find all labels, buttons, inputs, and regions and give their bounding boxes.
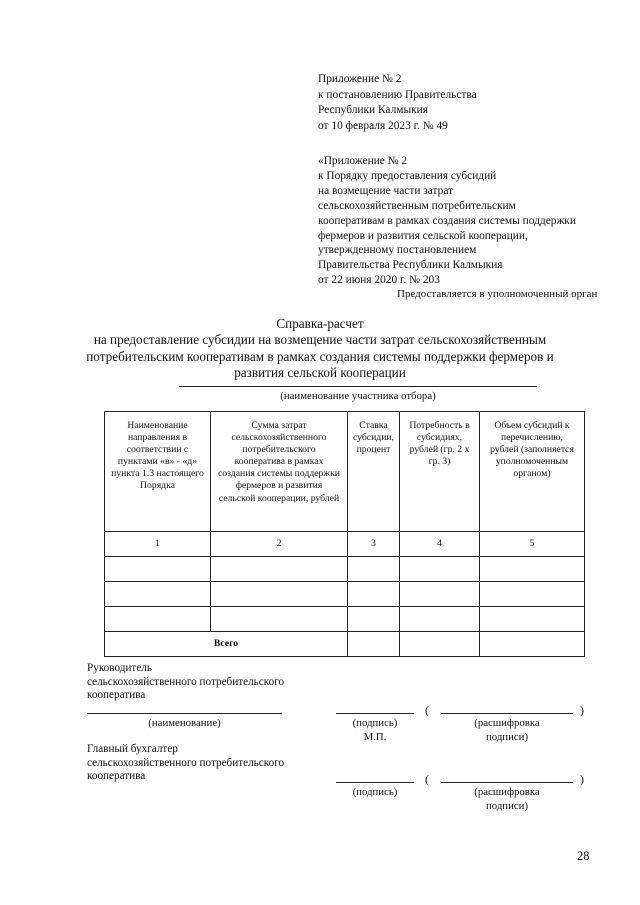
head-block: [87, 662, 284, 703]
table-cell[interactable]: [400, 607, 480, 632]
annex-line: Республики Калмыкия: [318, 104, 429, 117]
table-cell[interactable]: [480, 632, 585, 657]
annex-line: к постановлению Правительства: [318, 88, 477, 101]
table-cell[interactable]: [400, 632, 480, 657]
annex-quote-line: утвержденному постановлением: [318, 244, 477, 257]
column-number: 1: [105, 532, 211, 557]
stamp-caption: М.П.: [363, 731, 387, 743]
annex-line: Приложение № 2: [318, 73, 402, 85]
title-line: на предоставление субсидии на возмещение части затрат сельскохозяйственным: [93, 332, 547, 348]
annex-quote-line: сельскохозяйственным потребительским: [318, 199, 516, 212]
accountant-line: Главный бухгалтер: [87, 743, 178, 755]
table-cell[interactable]: [348, 607, 400, 632]
decode-caption: (расшифровка: [474, 717, 540, 729]
annex-quote-line: кооперативам в рамках создания системы поддержки: [318, 214, 576, 227]
table-cell[interactable]: [105, 607, 211, 632]
table-header-row: [105, 412, 585, 532]
table-cell[interactable]: [480, 582, 585, 607]
header-text: Объем субсидий к перечислению, рублей (заполняется уполномоченным органом): [490, 420, 574, 480]
open-paren: (: [425, 772, 429, 786]
table-number-row: [105, 532, 585, 557]
head-line: кооператива: [87, 689, 146, 701]
header-text: Потребность в субсидиях, рублей (гр. 2 х гр. 3): [409, 420, 470, 468]
table-header-cell: [480, 412, 585, 532]
signature-caption: (подпись): [352, 786, 398, 798]
table-cell[interactable]: [348, 557, 400, 582]
table-cell[interactable]: [105, 557, 211, 582]
annex-line: от 10 февраля 2023 г. № 49: [318, 119, 448, 132]
participant-caption: (наименование участника отбора): [280, 390, 436, 402]
signature-caption: (подпись): [352, 717, 398, 729]
table-row: [105, 582, 585, 607]
accountant-decode-field[interactable]: [441, 782, 573, 783]
accountant-signature-field[interactable]: [336, 782, 414, 783]
annex-quote-line: фермеров и развития сельской кооперации,: [318, 229, 528, 242]
column-number: 3: [348, 532, 400, 557]
head-signature-field[interactable]: [336, 713, 414, 714]
table-header-cell: [211, 412, 348, 532]
header-text: Сумма затрат сельскохозяйственного потребительского кооператива в рамках создания системы поддержки фермеров и развития сельской кооперации, рублей: [218, 420, 340, 504]
head-name-field[interactable]: [87, 713, 282, 714]
header-text: Наименование направления в соответствии с пунктами «в» - «д» пункта 1.3 настоящего Порядка: [111, 420, 204, 492]
table-header-cell: [105, 412, 211, 532]
calculation-table: [104, 411, 585, 657]
table-cell[interactable]: [348, 632, 400, 657]
provided-to-note: Предоставляется в уполномоченный орган: [397, 288, 598, 300]
table-cell[interactable]: [400, 582, 480, 607]
column-number: 4: [400, 532, 480, 557]
decode-caption-2: подписи): [485, 731, 529, 743]
accountant-block: [87, 743, 284, 784]
table-cell[interactable]: [105, 582, 211, 607]
table-cell[interactable]: [211, 557, 348, 582]
table-cell[interactable]: [400, 557, 480, 582]
head-line: сельскохозяйственного потребительского: [87, 675, 285, 688]
accountant-line: кооператива: [87, 770, 146, 782]
annex-quote-line: Правительства Республики Калмыкия: [318, 259, 503, 272]
table-header-cell: [348, 412, 400, 532]
table-total-row: [105, 632, 585, 657]
head-line: Руководитель: [87, 662, 152, 674]
name-caption: (наименование): [148, 717, 221, 729]
open-paren: (: [425, 703, 429, 717]
column-number: 2: [211, 532, 348, 557]
total-label: Всего: [213, 637, 239, 649]
header-text: Ставка субсидии, процент: [352, 420, 395, 456]
annex-quote: [318, 154, 576, 288]
annex-quote-line: к Порядку предоставления субсидий: [318, 169, 497, 182]
table-cell[interactable]: [348, 582, 400, 607]
annex-header: [318, 72, 477, 134]
table-row: [105, 557, 585, 582]
annex-quote-line: «Приложение № 2: [318, 155, 408, 167]
document-title: [0, 316, 640, 381]
annex-quote-line: на возмещение части затрат: [318, 184, 454, 197]
table-cell[interactable]: [480, 557, 585, 582]
title-line: Справка-расчет: [276, 316, 364, 331]
annex-quote-line: от 22 июня 2020 г. № 203: [318, 274, 440, 287]
table-cell[interactable]: [480, 607, 585, 632]
table-cell[interactable]: [211, 607, 348, 632]
decode-caption-2: подписи): [485, 800, 529, 812]
participant-name-field[interactable]: [179, 386, 537, 387]
page-number: 28: [577, 849, 590, 863]
decode-caption: (расшифровка: [474, 786, 540, 798]
close-paren: ): [580, 772, 584, 786]
column-number: 5: [480, 532, 585, 557]
table-row: [105, 607, 585, 632]
table-header-cell: [400, 412, 480, 532]
accountant-line: сельскохозяйственного потребительского: [87, 756, 285, 769]
close-paren: ): [580, 703, 584, 717]
total-label-cell: [105, 632, 348, 657]
table-cell[interactable]: [211, 582, 348, 607]
head-decode-field[interactable]: [441, 713, 573, 714]
title-line: потребительским кооперативам в рамках создания системы поддержки фермеров и: [86, 348, 554, 364]
title-line: развития сельской кооперации: [234, 364, 406, 380]
